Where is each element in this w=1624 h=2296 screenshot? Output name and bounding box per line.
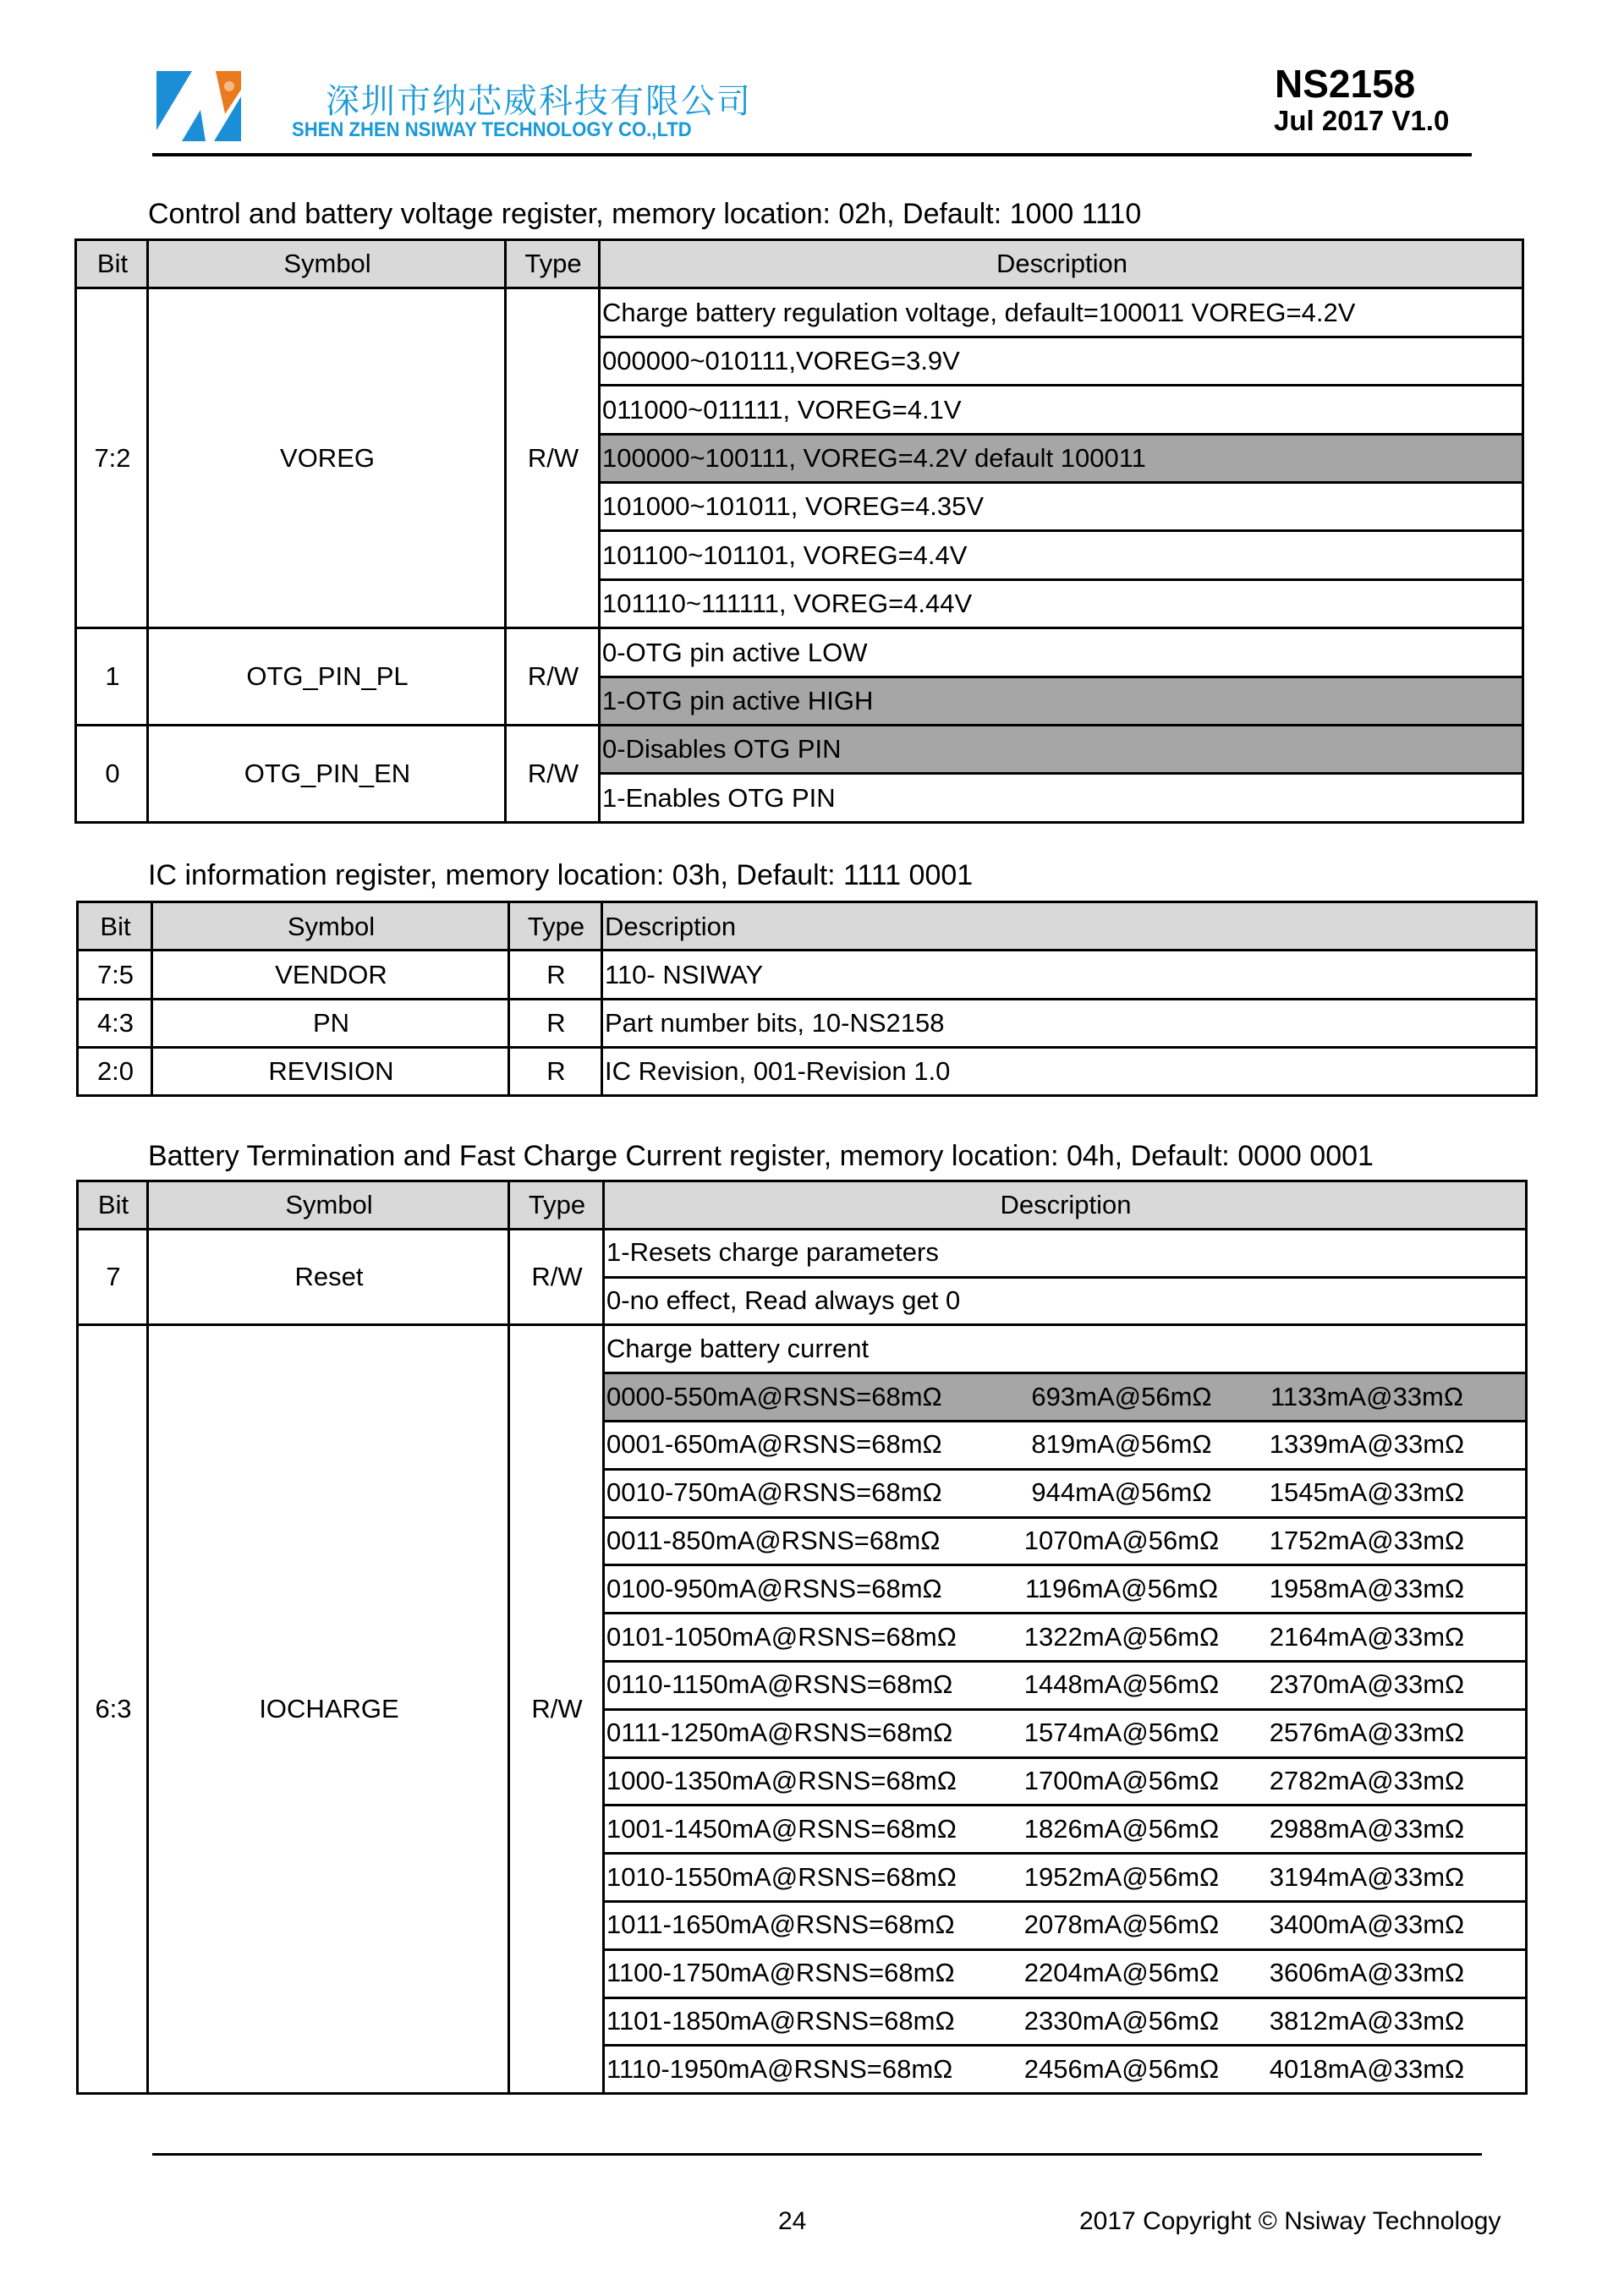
current-68mohm: 0000-550mA@RSNS=68mΩ <box>606 1381 942 1411</box>
description-cell: 1-Resets charge parameters <box>604 1229 1527 1277</box>
current-33mohm: 2164mA@33mΩ <box>1269 1621 1465 1652</box>
current-68mohm: 0111-1250mA@RSNS=68mΩ <box>606 1718 953 1748</box>
charge-current-cell <box>604 1854 1527 1902</box>
current-56mohm: 944mA@56mΩ <box>1031 1477 1212 1508</box>
charge-current-values <box>606 2048 1490 2091</box>
bit-cell: 4:3 <box>78 999 152 1047</box>
charge-current-values <box>606 1423 1490 1466</box>
bit-cell: 7:5 <box>78 951 152 999</box>
current-56mohm: 1070mA@56mΩ <box>1023 1526 1220 1556</box>
table-row <box>78 951 1537 999</box>
current-68mohm: 0110-1150mA@RSNS=68mΩ <box>606 1669 953 1700</box>
description-cell: IC Revision, 001-Revision 1.0 <box>602 1047 1537 1095</box>
current-56mohm: 1448mA@56mΩ <box>1023 1669 1220 1700</box>
charge-current-cell <box>604 1661 1527 1709</box>
table-row <box>76 288 1523 337</box>
reg04-title: Battery Termination and Fast Charge Current register, memory location: 04h, Default: 0000 0001 <box>148 1140 1374 1172</box>
charge-current-cell <box>604 1373 1527 1422</box>
charge-current-cell <box>604 1614 1527 1662</box>
col-header-type: Type <box>506 240 600 288</box>
current-33mohm: 4018mA@33mΩ <box>1269 2053 1465 2084</box>
col-header-bit: Bit <box>78 1181 148 1230</box>
page-number: 24 <box>778 2207 807 2235</box>
current-56mohm: 2456mA@56mΩ <box>1023 2053 1220 2084</box>
description-cell: 011000~011111, VOREG=4.1V <box>600 386 1523 434</box>
table-header-row <box>78 902 1537 951</box>
charge-current-cell <box>604 1469 1527 1517</box>
charge-current-cell <box>604 1565 1527 1614</box>
current-33mohm: 1133mA@33mΩ <box>1270 1381 1464 1411</box>
current-33mohm: 2988mA@33mΩ <box>1269 1813 1465 1844</box>
table-row <box>78 999 1537 1047</box>
charge-current-values <box>606 1376 1490 1419</box>
charge-current-values <box>606 1856 1490 1899</box>
col-header-description: Description <box>602 902 1537 951</box>
table-row <box>78 1325 1527 1373</box>
current-33mohm: 3812mA@33mΩ <box>1269 2006 1465 2036</box>
col-header-symbol: Symbol <box>148 1181 509 1230</box>
charge-current-cell <box>604 1517 1527 1565</box>
type-cell: R/W <box>509 1229 604 1325</box>
symbol-cell: PN <box>152 999 509 1047</box>
current-68mohm: 0011-850mA@RSNS=68mΩ <box>606 1526 941 1556</box>
current-33mohm: 1545mA@33mΩ <box>1269 1477 1465 1508</box>
footer-divider <box>152 2153 1482 2156</box>
current-56mohm: 1952mA@56mΩ <box>1023 1861 1220 1892</box>
company-name-english: SHEN ZHEN NSIWAY TECHNOLOGY CO.,LTD <box>292 118 692 141</box>
current-68mohm: 0001-650mA@RSNS=68mΩ <box>606 1429 942 1460</box>
bit-cell: 6:3 <box>78 1325 148 2094</box>
symbol-cell: VOREG <box>148 288 506 628</box>
current-33mohm: 2370mA@33mΩ <box>1269 1669 1465 1700</box>
col-header-symbol: Symbol <box>152 902 509 951</box>
bit-cell: 2:0 <box>78 1047 152 1095</box>
charge-current-cell <box>604 1901 1527 1949</box>
current-68mohm: 1100-1750mA@RSNS=68mΩ <box>606 1958 955 1988</box>
reg03-table <box>76 901 1538 1097</box>
symbol-cell: OTG_PIN_EN <box>148 725 506 822</box>
current-33mohm: 2782mA@33mΩ <box>1269 1766 1465 1796</box>
charge-current-cell <box>604 1806 1527 1854</box>
current-56mohm: 1196mA@56mΩ <box>1024 1573 1219 1603</box>
table-row <box>78 1229 1527 1277</box>
current-33mohm: 1339mA@33mΩ <box>1269 1429 1465 1460</box>
copyright-text: 2017 Copyright © Nsiway Technology <box>1079 2207 1501 2235</box>
current-56mohm: 2078mA@56mΩ <box>1023 1910 1220 1940</box>
charge-current-values <box>606 1952 1490 1995</box>
current-56mohm: 819mA@56mΩ <box>1031 1429 1212 1460</box>
current-68mohm: 0010-750mA@RSNS=68mΩ <box>606 1477 942 1508</box>
table-row <box>76 628 1523 677</box>
current-33mohm: 3194mA@33mΩ <box>1269 1861 1465 1892</box>
col-header-bit: Bit <box>78 902 152 951</box>
current-33mohm: 3606mA@33mΩ <box>1269 1958 1465 1988</box>
col-header-description: Description <box>604 1181 1527 1230</box>
charge-current-cell <box>604 1949 1527 1997</box>
current-56mohm: 1574mA@56mΩ <box>1023 1718 1220 1748</box>
current-56mohm: 1322mA@56mΩ <box>1023 1621 1220 1652</box>
current-56mohm: 2330mA@56mΩ <box>1023 2006 1220 2036</box>
charge-current-values <box>606 1471 1490 1515</box>
reg03-title: IC information register, memory location: 03h, Default: 1111 0001 <box>148 859 974 891</box>
charge-current-cell <box>604 1757 1527 1806</box>
part-number: NS2158 <box>1275 62 1416 106</box>
document-version: Jul 2017 V1.0 <box>1274 105 1450 136</box>
current-33mohm: 3400mA@33mΩ <box>1269 1910 1465 1940</box>
charge-current-values <box>606 1760 1490 1803</box>
description-cell: 101000~101011, VOREG=4.35V <box>600 482 1523 530</box>
bit-cell: 1 <box>76 628 148 726</box>
charge-current-values <box>606 1520 1490 1563</box>
company-name-chinese: 深圳市纳芯威科技有限公司 <box>326 83 752 120</box>
table-header-row <box>76 240 1523 288</box>
col-header-description: Description <box>600 240 1523 288</box>
symbol-cell: Reset <box>148 1229 509 1325</box>
bit-cell: 7:2 <box>76 288 148 628</box>
reg02-table <box>74 238 1524 824</box>
col-header-bit: Bit <box>76 240 148 288</box>
description-cell: 1-Enables OTG PIN <box>600 774 1523 822</box>
type-cell: R <box>509 999 602 1047</box>
description-cell: Part number bits, 10-NS2158 <box>602 999 1537 1047</box>
header-divider <box>152 153 1472 156</box>
current-56mohm: 1826mA@56mΩ <box>1023 1813 1220 1844</box>
symbol-cell: REVISION <box>152 1047 509 1095</box>
table-header-row <box>78 1181 1527 1230</box>
current-56mohm: 693mA@56mΩ <box>1031 1381 1212 1411</box>
charge-current-values <box>606 1712 1490 1755</box>
symbol-cell: OTG_PIN_PL <box>148 628 506 726</box>
description-cell: 0-OTG pin active LOW <box>600 628 1523 677</box>
description-cell: 1-OTG pin active HIGH <box>600 677 1523 725</box>
bit-cell: 7 <box>78 1229 148 1325</box>
current-68mohm: 1101-1850mA@RSNS=68mΩ <box>606 2006 955 2036</box>
current-68mohm: 1000-1350mA@RSNS=68mΩ <box>606 1766 957 1796</box>
type-cell: R <box>509 951 602 999</box>
bit-cell: 0 <box>76 725 148 822</box>
col-header-symbol: Symbol <box>148 240 506 288</box>
type-cell: R/W <box>506 725 600 822</box>
col-header-type: Type <box>509 902 602 951</box>
description-cell: 0-no effect, Read always get 0 <box>604 1277 1527 1325</box>
description-cell: 110- NSIWAY <box>602 951 1537 999</box>
type-cell: R <box>509 1047 602 1095</box>
symbol-cell: VENDOR <box>152 951 509 999</box>
type-cell: R/W <box>506 628 600 726</box>
current-68mohm: 1011-1650mA@RSNS=68mΩ <box>606 1910 955 1940</box>
current-33mohm: 2576mA@33mΩ <box>1269 1718 1465 1748</box>
symbol-cell: IOCHARGE <box>148 1325 509 2094</box>
description-cell: Charge battery regulation voltage, default=100011 VOREG=4.2V <box>600 288 1523 337</box>
charge-current-cell <box>604 1421 1527 1469</box>
current-33mohm: 1752mA@33mΩ <box>1269 1526 1465 1556</box>
description-cell: 101110~111111, VOREG=4.44V <box>600 579 1523 627</box>
reg02-title: Control and battery voltage register, memory location: 02h, Default: 1000 1110 <box>148 198 1142 230</box>
table-row <box>78 1047 1537 1095</box>
current-68mohm: 0100-950mA@RSNS=68mΩ <box>606 1573 942 1603</box>
type-cell: R/W <box>509 1325 604 2094</box>
charge-current-cell <box>604 1709 1527 1757</box>
charge-current-cell <box>604 2046 1527 2094</box>
description-cell: 101100~101101, VOREG=4.4V <box>600 531 1523 579</box>
current-33mohm: 1958mA@33mΩ <box>1269 1573 1465 1603</box>
charge-current-cell <box>604 1997 1527 2046</box>
current-68mohm: 1110-1950mA@RSNS=68mΩ <box>606 2053 953 2084</box>
current-68mohm: 0101-1050mA@RSNS=68mΩ <box>606 1621 957 1652</box>
description-cell: 100000~100111, VOREG=4.2V default 100011 <box>600 434 1523 482</box>
current-56mohm: 2204mA@56mΩ <box>1023 1958 1220 1988</box>
charge-current-values <box>606 1904 1490 1947</box>
charge-current-values <box>606 1663 1490 1707</box>
description-cell: 000000~010111,VOREG=3.9V <box>600 337 1523 385</box>
charge-current-values <box>606 2000 1490 2043</box>
current-68mohm: 1001-1450mA@RSNS=68mΩ <box>606 1813 957 1844</box>
current-56mohm: 1700mA@56mΩ <box>1023 1766 1220 1796</box>
col-header-type: Type <box>509 1181 604 1230</box>
charge-current-values <box>606 1808 1490 1851</box>
company-logo-icon <box>156 71 241 141</box>
charge-current-values <box>606 1616 1490 1659</box>
table-row <box>76 725 1523 773</box>
type-cell: R/W <box>506 288 600 628</box>
description-cell: Charge battery current <box>604 1325 1527 1373</box>
description-cell: 0-Disables OTG PIN <box>600 725 1523 773</box>
charge-current-values <box>606 1568 1490 1611</box>
reg04-table <box>76 1180 1528 2095</box>
current-68mohm: 1010-1550mA@RSNS=68mΩ <box>606 1861 957 1892</box>
